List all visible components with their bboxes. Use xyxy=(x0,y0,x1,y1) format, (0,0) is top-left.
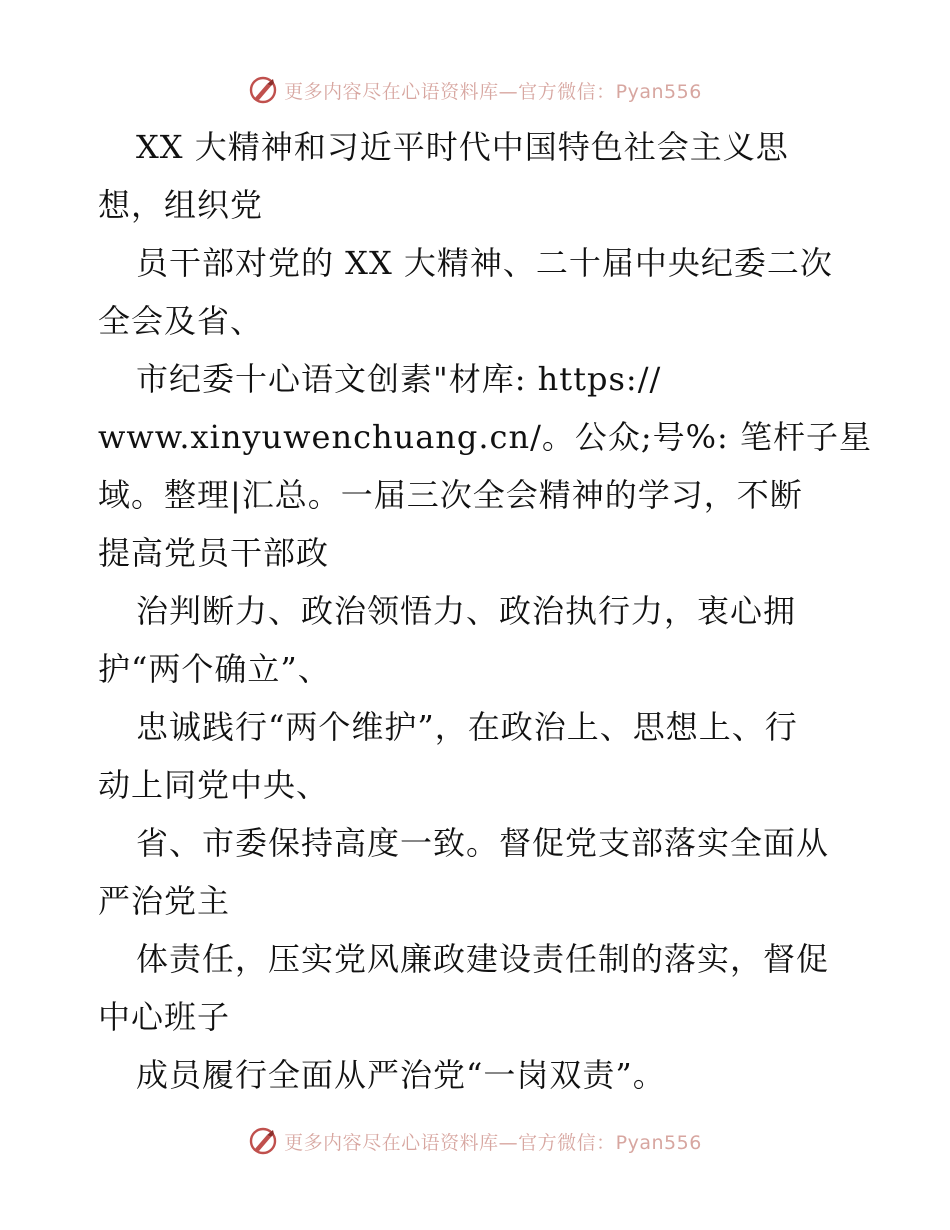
text-line: 护“两个确立”、 xyxy=(98,650,331,688)
text-line: 市纪委十心语文创素"材库: https:// xyxy=(136,360,662,398)
pen-nib-logo-icon xyxy=(248,1126,278,1156)
text-line: 想，组织党 xyxy=(98,186,264,224)
text-line: 成员履行全面从严治党“一岗双责”。 xyxy=(136,1056,666,1094)
document-body xyxy=(98,118,873,1104)
text-line: 提高党员干部政 xyxy=(98,534,330,572)
header-watermark-banner xyxy=(0,70,950,110)
text-line: 省、市委保持高度一致。督促党支部落实全面从 xyxy=(136,824,830,862)
text-line: 全会及省、 xyxy=(98,302,264,340)
text-line: 动上同党中央、 xyxy=(98,766,330,804)
text-line: 体责任，压实党风廉政建设责任制的落实，督促 xyxy=(136,940,830,978)
footer-watermark-banner xyxy=(0,1121,950,1161)
text-line: 治判断力、政治领悟力、政治执行力，衷心拥 xyxy=(136,592,797,630)
text-line: 忠诚践行“两个维护”，在政治上、思想上、行 xyxy=(136,708,798,746)
header-watermark-text: 更多内容尽在心语资料库—官方微信：Pyan556 xyxy=(284,80,702,103)
text-line: 员干部对党的 XX 大精神、二十届中央纪委二次 xyxy=(136,244,833,282)
footer-watermark-text: 更多内容尽在心语资料库—官方微信：Pyan556 xyxy=(284,1131,702,1154)
text-line: www.xinyuwenchuang.cn/。公众;号%: 笔杆子星 xyxy=(98,418,873,456)
text-line: XX 大精神和习近平时代中国特色社会主义思 xyxy=(136,128,789,166)
text-line: 中心班子 xyxy=(98,998,231,1036)
pen-nib-logo-icon xyxy=(248,75,278,105)
text-line: 域。整理|汇总。一届三次全会精神的学习，不断 xyxy=(98,476,803,514)
text-line: 严治党主 xyxy=(98,882,231,920)
